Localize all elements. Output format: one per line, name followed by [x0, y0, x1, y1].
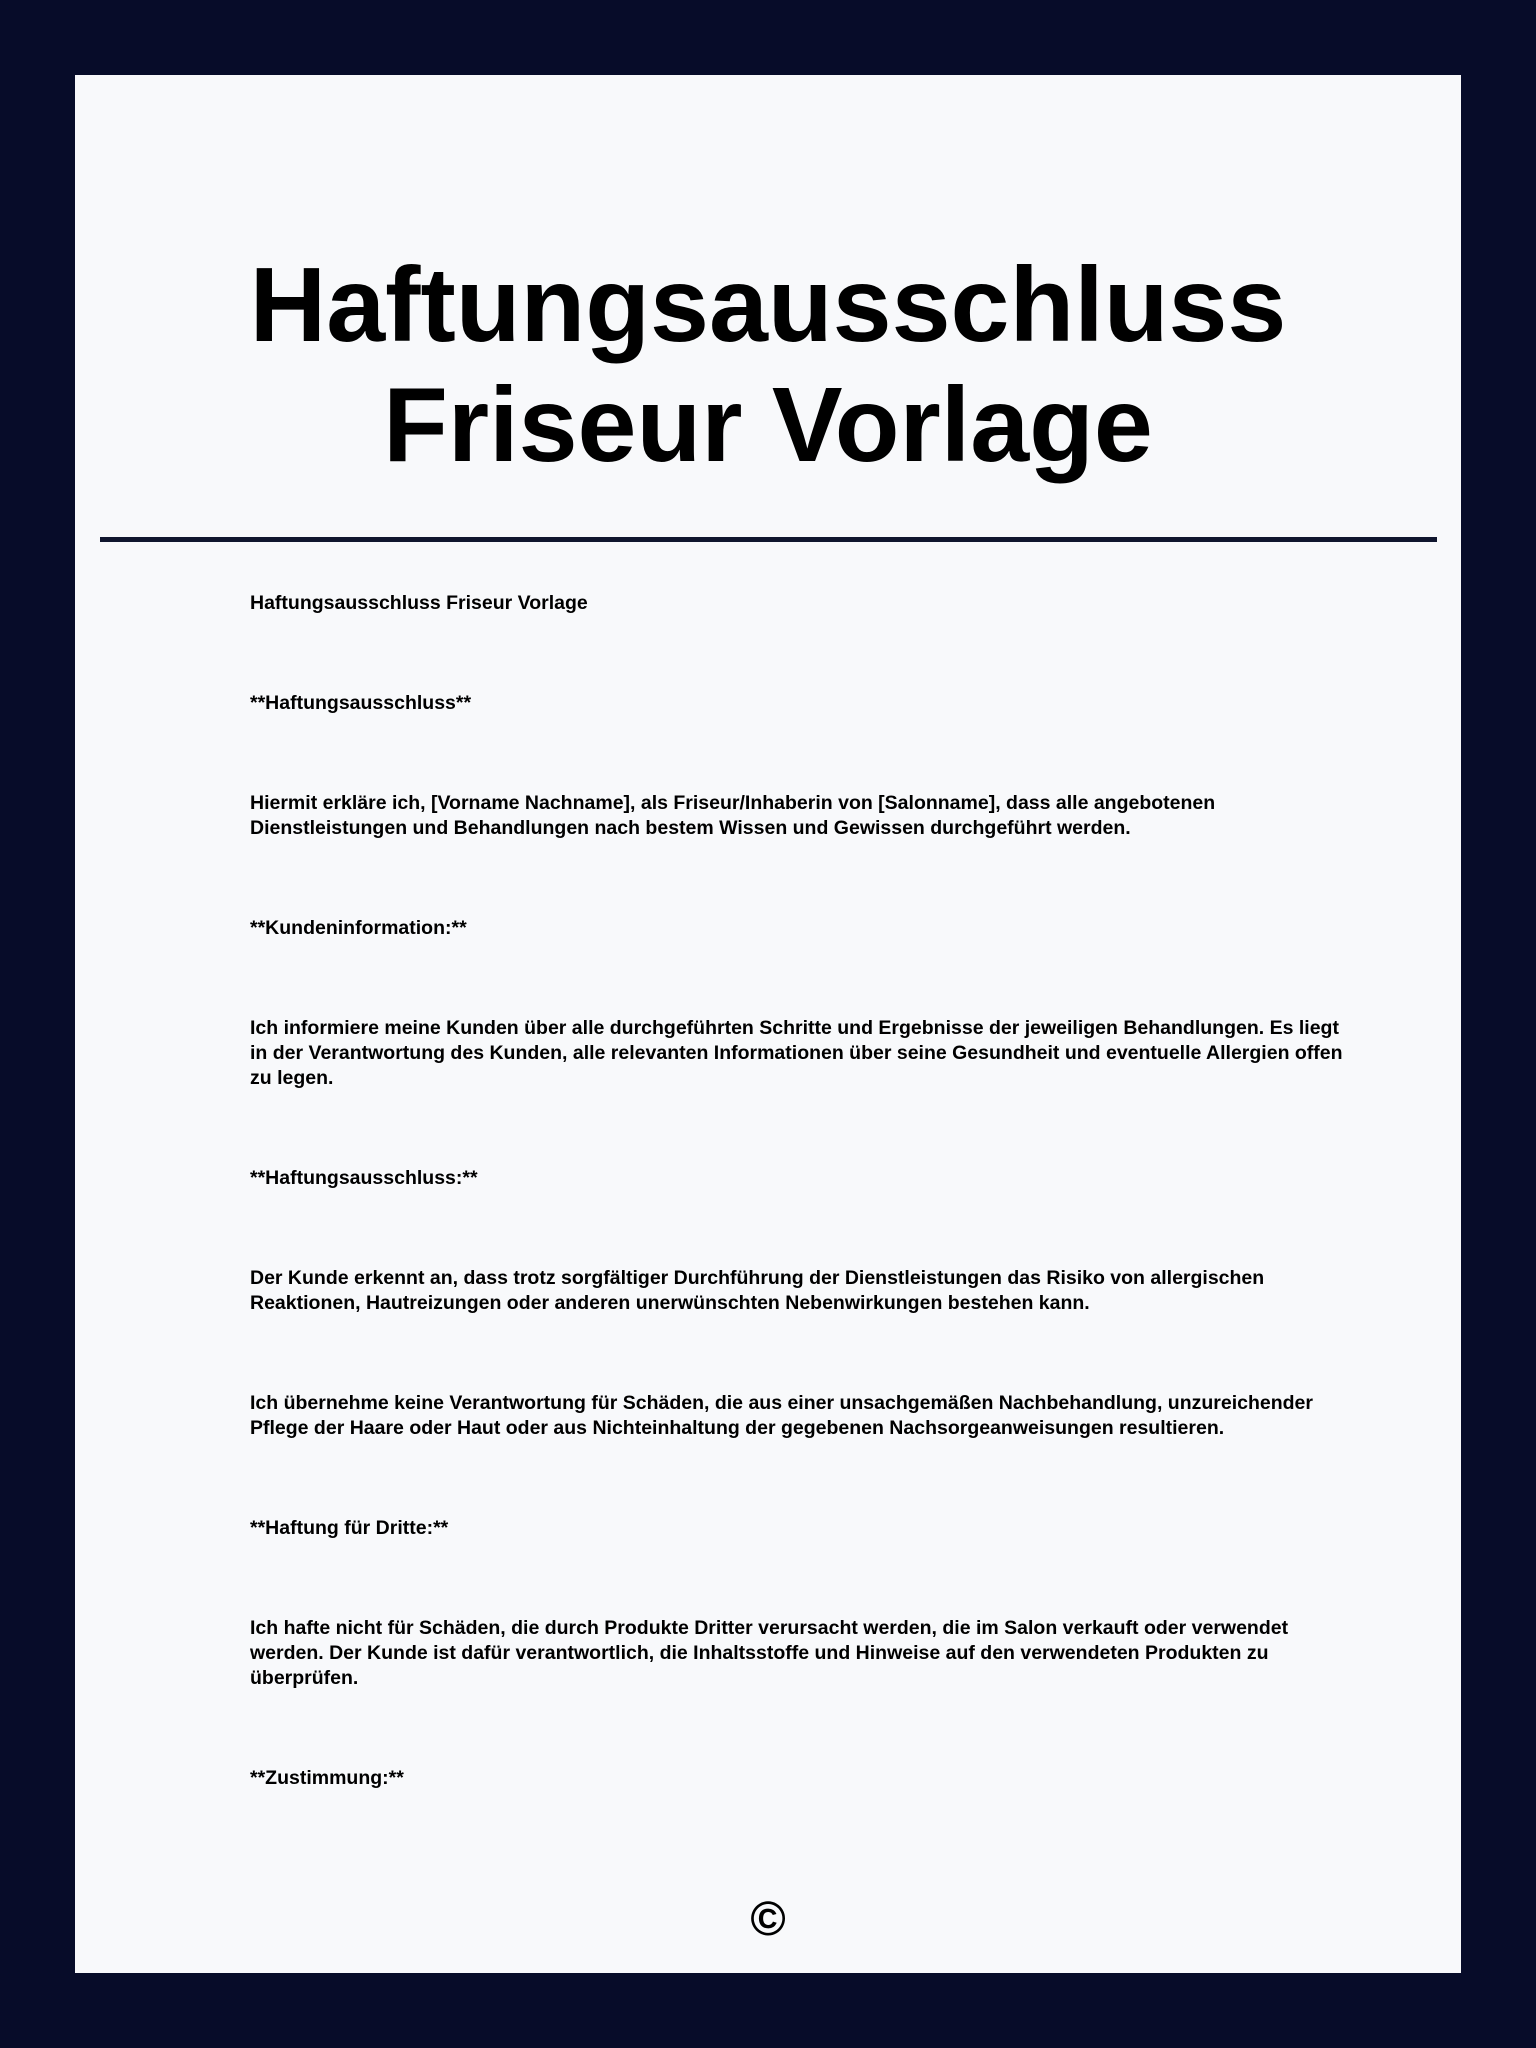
section-heading-haftungsausschluss: **Haftungsausschluss** — [250, 692, 472, 714]
section-heading-zustimmung: **Zustimmung:** — [250, 1767, 404, 1789]
page-title: Haftungsausschluss Friseur Vorlage — [249, 246, 1287, 484]
paragraph-risiko: Der Kunde erkennt an, dass trotz sorgfältiger Durchführung der Dienstleistungen das Risiko von allergischen Reaktionen, Hautreizungen oder anderen unerwünschten Nebenwirkungen bestehen kann. — [250, 1267, 1265, 1314]
paragraph-kundeninformation: Ich informiere meine Kunden über alle durchgeführten Schritte und Ergebnisse der jeweiligen Behandlungen. Es liegt in der Verantwortung des Kunden, alle relevanten Informationen über seine Gesundheit und eventuelle Allergien offen zu legen. — [250, 1017, 1343, 1089]
document-page — [75, 75, 1461, 1973]
body-heading: Haftungsausschluss Friseur Vorlage — [250, 592, 588, 614]
paragraph-verantwortung: Ich übernehme keine Verantwortung für Schäden, die aus einer unsachgemäßen Nachbehandlung, unzureichender Pflege der Haare oder Haut oder aus Nichteinhaltung der gegebenen Nachsorgeanweisungen resultieren. — [250, 1392, 1313, 1439]
paragraph-intro: Hiermit erkläre ich, [Vorname Nachname], als Friseur/Inhaberin von [Salonname], dass alle angebotenen Dienstleistungen und Behandlungen nach bestem Wissen und Gewissen durchgeführt werden. — [250, 792, 1216, 839]
copyright-icon: © — [750, 1893, 786, 1946]
section-heading-haftung-dritte: **Haftung für Dritte:** — [250, 1517, 449, 1539]
section-heading-haftungsausschluss-2: **Haftungsausschluss:** — [250, 1167, 478, 1189]
section-heading-kundeninformation: **Kundeninformation:** — [250, 917, 467, 939]
title-divider — [100, 537, 1437, 542]
document-body — [250, 591, 1350, 1791]
paragraph-dritte: Ich hafte nicht für Schäden, die durch Produkte Dritter verursacht werden, die im Salon verkauft oder verwendet werden. Der Kunde ist dafür verantwortlich, die Inhaltsstoffe und Hinweise auf den verwendeten Produkten zu überprüfen. — [250, 1617, 1289, 1689]
